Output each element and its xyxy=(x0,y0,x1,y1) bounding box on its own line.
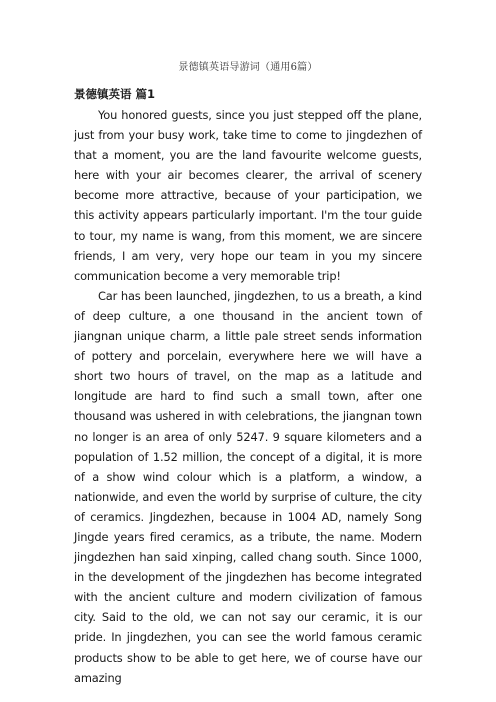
document-body xyxy=(74,105,422,688)
document-header: 景德镇英语导游词（通用6篇） xyxy=(178,62,318,73)
paragraph: Car has been launched, jingdezhen, to us a breath, a kind of deep culture, a one thousand in the ancient town of jiangnan unique charm, a little pale street sends information of pottery and porcelain, everywhere here we will have a short two hours of travel, on the map as a latitude and longitude are hard to find such a small town, after one thousand was ushered in with celebrations, the jiangnan town no longer is an area of only 5247. 9 square kilometers and a population of 1.52 million, the concept of a digital, it is more of a show wind colour which is a platform, a window, a nationwide, and even the world by surprise of culture, the city of ceramics. Jingdezhen, because in 1004 AD, namely Song Jingde years fired ceramics, as a tribute, the name. Modern jingdezhen han said xinping, called chang south. Since 1000, in the development of the jingdezhen has become integrated with the ancient culture and modern civilization of famous city. Said to the old, we can not say our ceramic, it is our pride. In jingdezhen, you can see the world famous ceramic products show to be able to get here, we of course have our amazing xyxy=(74,288,422,685)
paragraph: You honored guests, since you just stepped off the plane, just from your busy work, take time to come to jingdezhen of that a moment, you are the land favourite welcome guests, here with your air becomes clearer, the arrival of scenery become more attractive, because of your participation, we this activity appears particularly important. I'm the tour guide to tour, my name is wang, from this moment, we are sincere friends, I am very, very hope our team in you my sincere communication become a very memorable trip! xyxy=(74,108,422,283)
section-title: 景德镇英语 篇1 xyxy=(74,87,156,101)
